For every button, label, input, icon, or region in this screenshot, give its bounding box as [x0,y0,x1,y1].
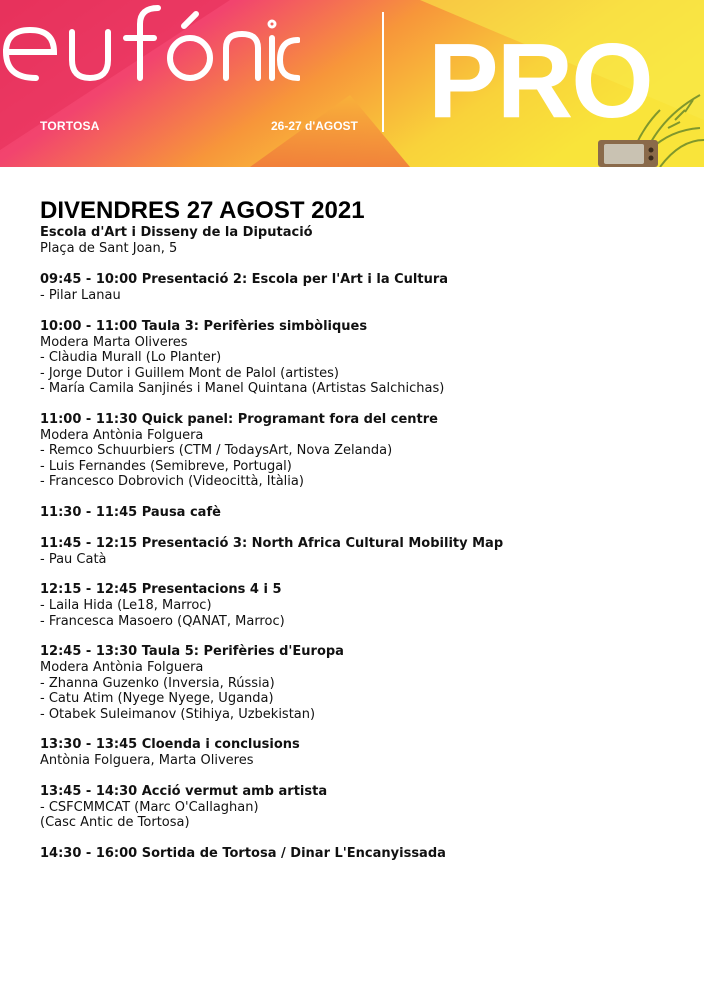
session-detail-line: - Catu Atim (Nyege Nyege, Uganda) [40,691,274,706]
session-item [40,784,680,831]
session-item [40,505,680,521]
session-detail-line: - Francesco Dobrovich (Videocittà, Itàlia) [40,474,304,489]
eufonic-logo [0,0,300,92]
session-detail-line: - Jorge Dutor i Guillem Mont de Palol (artistes) [40,365,339,381]
session-item [40,536,680,568]
session-detail-line: - CSFCMMCAT (Marc O'Callaghan) [40,799,259,815]
header-banner [0,0,704,167]
session-detail-line: (Casc Antic de Tortosa) [40,815,190,830]
session-title: 14:30 - 16:00 Sortida de Tortosa / Dinar L'Encanyissada [40,845,446,861]
session-detail-line: - Pilar Lanau [40,288,121,303]
session-title: 11:00 - 11:30 Quick panel: Programant fora del centre [40,411,438,427]
pro-label: PRO [428,22,652,140]
venue-name: Escola d'Art i Disseny de la Diputació [40,225,313,240]
session-item [40,319,680,397]
session-item [40,846,680,862]
session-detail-line: Modera Antònia Folguera [40,427,204,443]
tv-decoration [598,140,658,167]
session-title: 11:45 - 12:15 Presentació 3: North Africa Cultural Mobility Map [40,535,504,551]
session-detail-line: Modera Antònia Folguera [40,660,204,675]
city-label: TORTOSA [40,119,100,133]
session-detail-line: - Otabek Suleimanov (Stihiya, Uzbekistan) [40,706,316,722]
dates-label: 26-27 d'AGOST [271,119,358,133]
session-item [40,272,680,304]
session-title: 13:45 - 14:30 Acció vermut amb artista [40,783,328,799]
session-detail-line: - Francesca Masoero (QANAT, Marroc) [40,613,285,629]
session-title: 11:30 - 11:45 Pausa cafè [40,504,221,520]
session-list [40,272,680,862]
session-item [40,644,680,722]
session-item [40,582,680,629]
session-detail-line: - Clàudia Murall (Lo Planter) [40,350,222,365]
session-detail-line: - María Camila Sanjinés i Manel Quintana (Artistas Salchichas) [40,381,445,396]
header-divider [382,12,384,132]
session-item [40,737,680,769]
session-detail-line: - Zhanna Guzenko (Inversia, Rússia) [40,675,275,691]
session-detail-line: - Pau Catà [40,551,107,567]
day-title: DIVENDRES 27 AGOST 2021 [40,197,365,224]
session-detail-line: - Laila Hida (Le18, Marroc) [40,598,212,613]
session-title: 13:30 - 13:45 Cloenda i conclusions [40,737,300,752]
session-title: 09:45 - 10:00 Presentació 2: Escola per l'Art i la Cultura [40,272,449,287]
session-detail-line: Antònia Folguera, Marta Oliveres [40,753,254,768]
session-title: 12:45 - 13:30 Taula 5: Perifèries d'Europa [40,644,344,659]
session-detail-line: - Luis Fernandes (Semibreve, Portugal) [40,458,292,474]
session-title: 12:15 - 12:45 Presentacions 4 i 5 [40,582,282,597]
session-detail-line: - Remco Schuurbiers (CTM / TodaysArt, Nova Zelanda) [40,443,393,458]
venue-address: Plaça de Sant Joan, 5 [40,241,178,256]
session-title: 10:00 - 11:00 Taula 3: Perifèries simbòliques [40,318,368,334]
session-item [40,412,680,490]
program-content [40,197,680,862]
session-detail-line: Modera Marta Oliveres [40,334,188,350]
